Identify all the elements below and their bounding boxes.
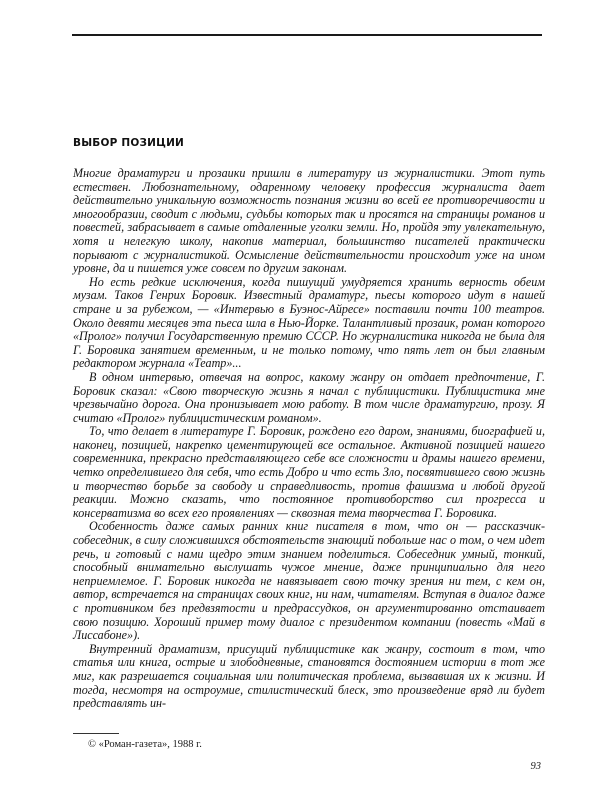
paragraph: То, что делает в литературе Г. Боровик, рождено его даром, знаниями, биографией и, наконец, позицией, накрепко цементирующей все остальное. Активной позицией нашего современника, прекрасно представляющего себе все сложности и драмы нашего времени, четко определившего для себя, что есть Добро и что есть Зло, посвятившего свою жизнь и творчество борьбе за свободу и справедливость, против фашизма и любой другой реакции. Можно сказать, что постоянное противоборство сил прогресса и консерватизма во всех его проявлениях — сквозная тема творчества Г. Боровика. <box>73 424 545 520</box>
paragraph: Особенность даже самых ранних книг писателя в том, что он — рассказчик-собеседник, в силу сложившихся обстоятельств знающий побольше нас о том, о чем идет речь, и готовый с нами щедро этим знанием поделиться. Собеседник умный, тонкий, способный внимательно выслушать чужое мнение, даже принципиально для него неприемлемое. Г. Боровик никогда не навязывает свою точку зрения ни тем, с кем он, автор, встречается на страницах своих книг, ни нам, читателям. Вступая в диалог даже с противником без предвзятости и предрассудков, он аргументированно отстаивает свою позицию. Хороший пример тому диалог с президентом компании (повесть «Май в Лиссабоне»). <box>73 519 545 643</box>
paragraph: В одном интервью, отвечая на вопрос, какому жанру он отдает предпочтение, Г. Боровик сказал: «Свою творческую жизнь я начал с публицистики. Публицистика мне чрезвычайно дорога. Она пронизывает мою работу. В том числе драматургию, прозу. Я считаю «Пролог» публицистическим романом». <box>73 369 545 425</box>
paragraph: Многие драматурги и прозаики пришли в литературу из журналистики. Этот путь естествен. Любознательному, одаренному человеку профессия журналиста дает действительно уникальную возможность познания жизни во всей ее противоречивости и многообразии, сводит с людьми, судьбы которых так и просятся на страницы романов и повестей, забрасывает в самые отдаленные уголки земли. Но, пройдя эту увлекательную, хотя и нелегкую школу, накопив материал, большинство писателей практически порывают с журналистикой. Осмысление действительности происходит уже на ином уровне, да и пишется уже совсем по другим законам. <box>73 166 545 276</box>
paragraph: Внутренний драматизм, присущий публицистике как жанру, состоит в том, что статья или книга, острые и злободневные, становятся достоянием истории в тот же миг, как разрешается социальная или политическая проблема, вызвавшая их к жизни. И тогда, несмотря на остроумие, стилистический блеск, это произведение вряд ли будет представлять ин- <box>73 641 545 711</box>
top-rule <box>72 34 542 36</box>
section-title: ВЫБОР ПОЗИЦИИ <box>73 137 185 149</box>
footnote-rule <box>73 733 119 734</box>
paragraph: Но есть редкие исключения, когда пишущий умудряется хранить верность обеим музам. Таков Генрих Боровик. Известный драматург, пьесы которого идут в нашей стране и за рубежом, — «Интервью в Буэнос-Айресе» поставили почти 100 театров. Около девяти месяцев эта пьеса шла в Нью-Йорке. Талантливый прозаик, роман которого «Пролог» получил Государственную премию СССР. Но журналистика никогда не была для Г. Боровика занятием временным, и не только потому, что пять лет он был главным редактором журнала «Театр»... <box>73 274 545 371</box>
copyright-footnote: © «Роман-газета», 1988 г. <box>88 739 202 750</box>
page-number: 93 <box>530 761 541 772</box>
article-body <box>73 167 545 711</box>
